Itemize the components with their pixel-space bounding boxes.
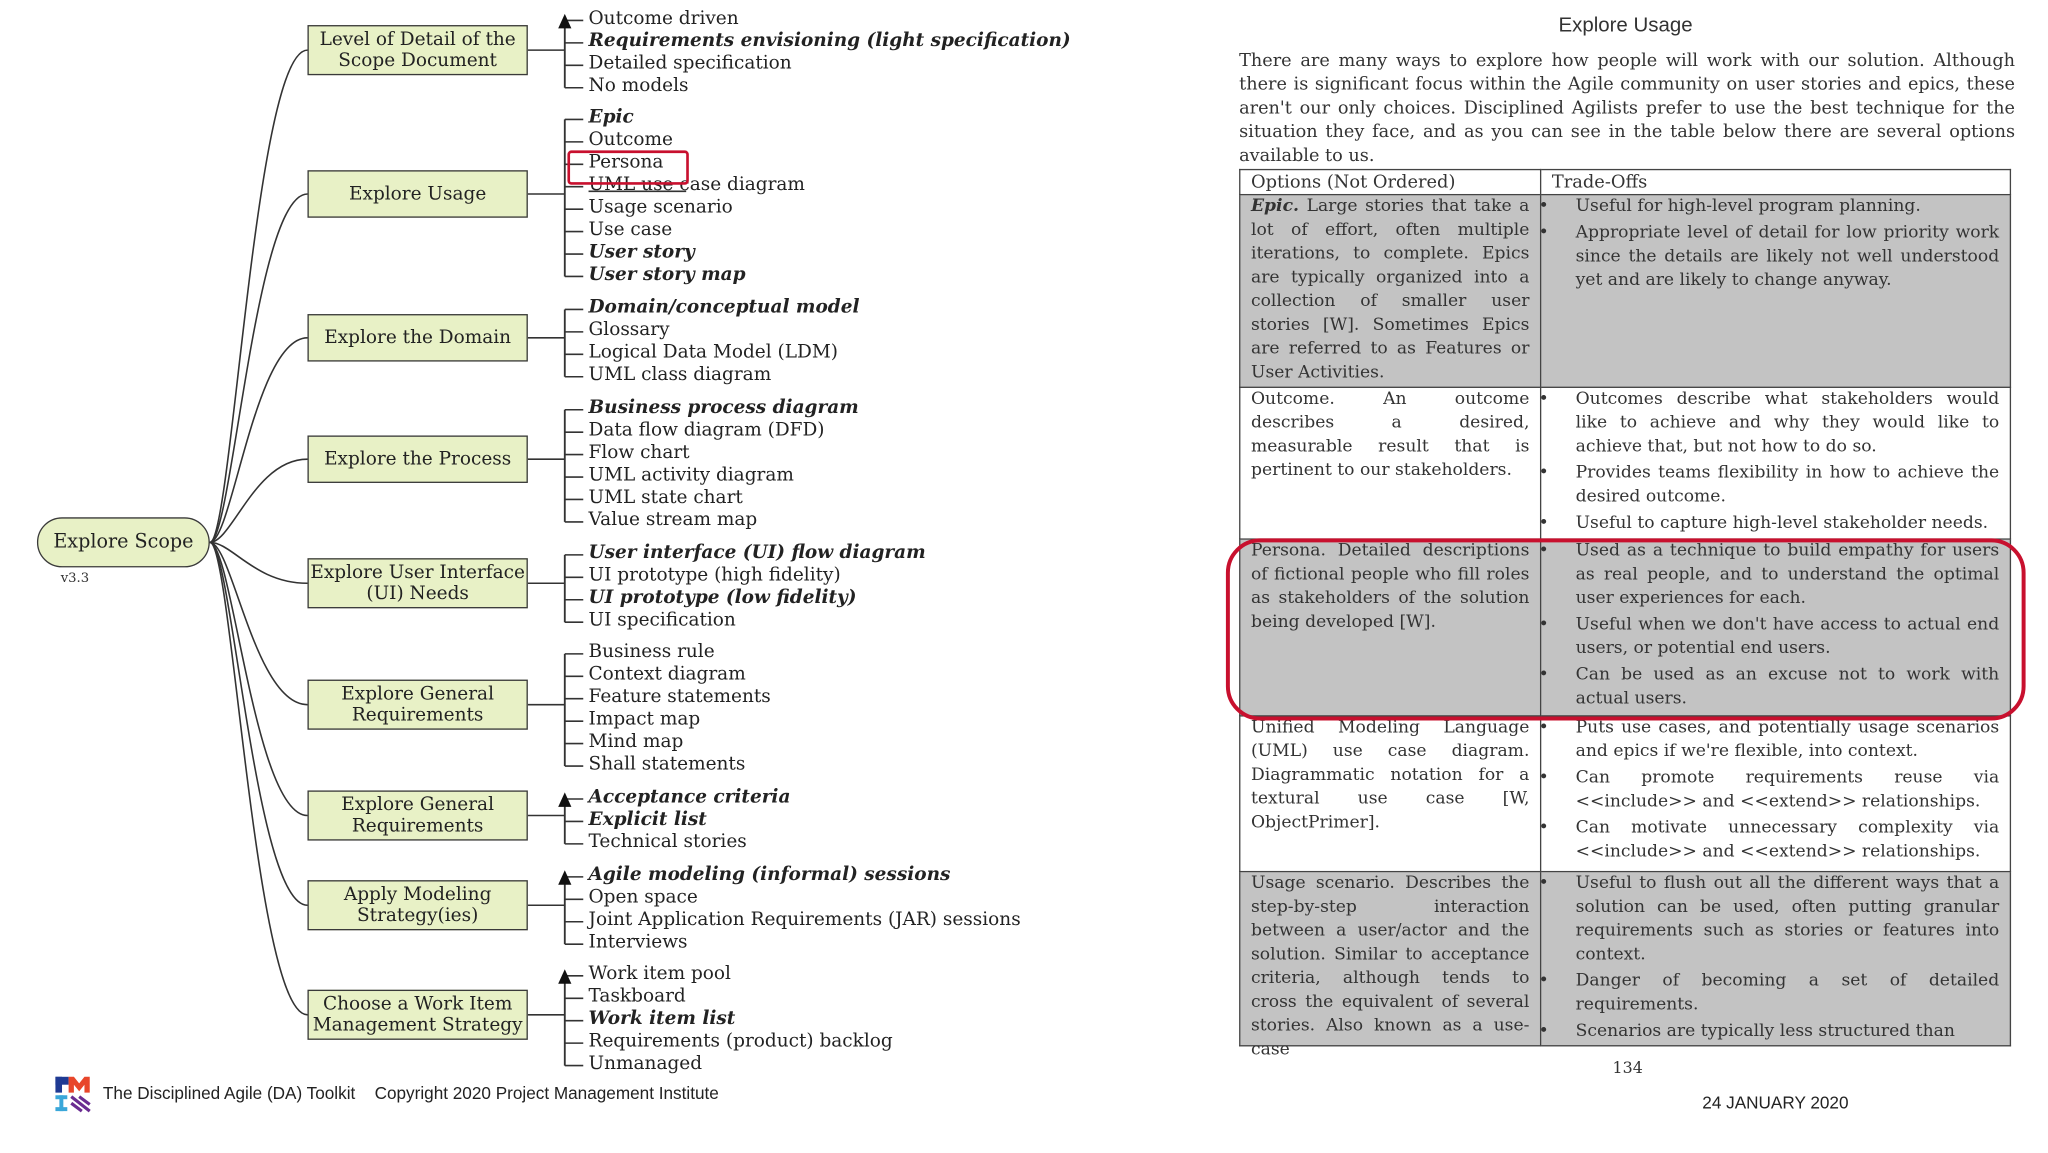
tradeoff-bullet: • Useful when we don't have access to actual end users, or potential end users. [1576, 614, 2000, 662]
leaf-item[interactable]: Unmanaged [588, 1053, 703, 1075]
col-options-header: Options (Not Ordered) [1240, 170, 1541, 195]
leaf-group [589, 963, 893, 1075]
leaf-item[interactable]: Glossary [588, 319, 670, 341]
branch-label: Management Strategy [312, 1014, 523, 1036]
leaf-group [589, 297, 860, 387]
leaf-item[interactable]: UML activity diagram [588, 464, 794, 486]
footer-copyright: Copyright 2020 Project Management Institute [374, 1083, 719, 1104]
leaf-item[interactable]: Technical stories [588, 831, 747, 853]
leaf-item[interactable]: Work item list [588, 1008, 736, 1030]
option-lead: Outcome. [1250, 389, 1335, 410]
leaf-group [589, 786, 791, 853]
branch-label: Level of Detail of the [319, 29, 516, 51]
footer-date: 24 JANUARY 2020 [1702, 1092, 1849, 1113]
connector-line [210, 542, 308, 1014]
tradeoff-bullet: • Outcomes describe what stakeholders would like to achieve and why they would like to achieve that, but not how to do so. [1576, 388, 2000, 459]
tradeoff-bullet: • Used as a technique to build empathy for users as real people, and to understand the optimal user experiences for each. [1576, 540, 2000, 611]
leaf-item[interactable]: Persona [588, 151, 664, 173]
leaf-group [589, 641, 771, 776]
root-node-explore-scope[interactable]: Explore Scope [37, 517, 210, 567]
leaf-group [589, 397, 859, 532]
leaf-item[interactable]: Context diagram [588, 663, 746, 685]
table-row [1240, 195, 2011, 388]
leaf-item[interactable]: Taskboard [588, 985, 686, 1007]
tradeoff-bullet: • Scenarios are typically less structured than [1576, 1020, 2000, 1044]
leaf-item[interactable]: Business process diagram [588, 397, 859, 419]
branch-node[interactable] [307, 880, 527, 930]
option-text: Detailed descriptions of fictional people who fill roles as stakeholders of the solution being developed [W]. [1250, 541, 1530, 633]
tradeoff-bullet: • Useful to flush out all the different ways that a solution can be used, often putting granular requirements such as stories or features into context. [1576, 872, 2000, 967]
pmi-logo-icon [53, 1075, 93, 1112]
leaf-item[interactable]: UML use case diagram [588, 174, 805, 196]
leaf-item[interactable]: Domain/conceptual model [588, 296, 860, 319]
leaf-item[interactable]: Usage scenario [588, 196, 733, 218]
tradeoff-bullet: • Provides teams flexibility in how to achieve the desired outcome. [1576, 462, 2000, 510]
doc-intro: There are many ways to explore how people will work with our solution. Although there is significant focus within the Agile community on user stories and epics, these aren't our only choices. Disciplined Agilists prefer to use the best technique for the situation they face, and as you can see in the table below there are several options available to us. [1239, 51, 2016, 167]
leaf-item[interactable]: No models [588, 75, 689, 97]
leaf-item[interactable]: Joint Application Requirements (JAR) sessions [588, 909, 1021, 931]
leaf-item[interactable]: Shall statements [588, 753, 746, 775]
tradeoff-bullet: • Useful to capture high-level stakeholder needs. [1576, 512, 2000, 536]
option-text: Large stories that take a lot of effort, often multiple iterations, to complete. Epics are typically organized into a collection of smaller user stories [W]. Sometimes Epics are referred to as Features or User Activities. [1250, 196, 1530, 383]
footer-text [103, 1083, 719, 1103]
leaf-item[interactable]: UML state chart [588, 486, 743, 509]
branch-label: Requirements [351, 815, 484, 837]
branch-node[interactable] [307, 990, 527, 1040]
version-label: v3.3 [60, 571, 90, 586]
leaf-item[interactable]: Data flow diagram (DFD) [588, 419, 825, 441]
leaf-item[interactable]: Impact map [588, 708, 701, 730]
branch-label: Explore User Interface [310, 562, 525, 584]
leaf-item[interactable]: UI prototype (high fidelity) [588, 564, 841, 586]
branch-label: (UI) Needs [366, 583, 469, 605]
branch-label: Explore Usage [349, 183, 487, 205]
branch-label: Explore General [341, 683, 494, 705]
tradeoff-bullet: • Puts use cases, and potentially usage scenarios and epics if we're flexible, into context. [1576, 717, 2000, 765]
leaf-item[interactable]: User story [588, 241, 695, 263]
leaf-item[interactable]: UI specification [588, 609, 736, 631]
leaf-item[interactable]: Acceptance criteria [588, 786, 791, 808]
table-row [1240, 872, 2011, 1046]
leaf-item[interactable]: Feature statements [588, 686, 771, 708]
doc-title: Explore Usage [1558, 14, 1693, 37]
leaf-item[interactable]: UML class diagram [588, 364, 772, 386]
leaf-item[interactable]: Open space [588, 886, 698, 908]
leaf-item[interactable]: User story map [588, 263, 746, 286]
leaf-item[interactable]: Outcome [588, 129, 673, 151]
tradeoff-bullet: • Can motivate unnecessary complexity via <<include>> and <<extend>> relationships. [1576, 817, 2000, 865]
leaf-item[interactable]: Requirements envisioning (light specification) [588, 30, 1071, 52]
branch-label: Explore the Process [324, 448, 512, 470]
branch-node[interactable] [307, 314, 527, 362]
tradeoff-bullet: • Can promote requirements reuse via <<include>> and <<extend>> relationships. [1576, 767, 2000, 815]
option-text: Describes the step-by-step interaction between a user/actor and the solution. Similar to acceptance criteria, although tends to cross the equivalent of several stories. Also known as a use-case [1250, 873, 1530, 1060]
branch-label: Explore the Domain [324, 327, 512, 349]
table-row [1240, 387, 2011, 539]
leaf-item[interactable]: Business rule [588, 641, 715, 663]
branch-label: Requirements [351, 704, 484, 726]
leaf-item[interactable]: Epic [588, 106, 634, 129]
branch-node[interactable] [307, 680, 527, 730]
persona-highlight-box [567, 150, 688, 184]
branch-node[interactable] [307, 25, 527, 75]
leaf-group [589, 542, 926, 632]
option-lead: Unified [1250, 717, 1315, 738]
connector-line [210, 50, 308, 542]
branch-label: Choose a Work Item [322, 993, 513, 1015]
footer-toolkit: The Disciplined Agile (DA) Toolkit [102, 1083, 356, 1104]
branch-node[interactable] [307, 170, 527, 218]
leaf-item[interactable]: Logical Data Model (LDM) [588, 341, 838, 363]
leaf-item[interactable]: UI prototype (low fidelity) [588, 587, 857, 609]
branch-node[interactable] [307, 435, 527, 483]
tradeoff-bullet: • Useful for high-level program planning. [1576, 195, 2000, 219]
leaf-item[interactable]: Explicit list [588, 808, 707, 831]
leaf-item[interactable]: Outcome driven [588, 7, 739, 30]
branch-label: Apply Modeling [343, 884, 492, 906]
leaf-item[interactable]: Mind map [588, 731, 684, 753]
connector-line [210, 542, 308, 704]
tradeoff-bullet: • Can be used as an excuse not to work with actual users. [1576, 664, 2000, 712]
option-text: An outcome describes a desired, measurable result that is pertinent to our stakeholders. [1250, 389, 1530, 481]
col-tradeoffs-header: Trade-Offs [1541, 170, 2011, 195]
leaf-item[interactable]: User interface (UI) flow diagram [588, 542, 926, 564]
branch-node[interactable] [307, 790, 527, 840]
branch-label: Explore General [341, 794, 494, 816]
tradeoff-bullet: • Danger of becoming a set of detailed requirements. [1576, 970, 2000, 1018]
leaf-item[interactable]: Value stream map [588, 509, 758, 531]
leaf-group [589, 8, 1071, 98]
branch-node[interactable] [307, 558, 527, 608]
leaf-item[interactable]: Flow chart [588, 442, 690, 464]
leaf-item[interactable]: Detailed specification [588, 52, 792, 74]
leaf-group [589, 864, 1021, 954]
persona-row-highlight [1226, 538, 2026, 720]
option-lead: Epic. [1250, 196, 1300, 217]
tradeoff-bullet: • Appropriate level of detail for low priority work since the details are likely not well understood yet and are likely to change anyway. [1576, 222, 2000, 293]
option-lead: Persona. [1250, 541, 1326, 561]
table-row [1240, 716, 2011, 872]
branch-label: Scope Document [338, 50, 497, 72]
option-text: Modeling Language (UML) use case diagram. Diagrammatic notation for a textural use case [W, ObjectPrimer]. [1250, 717, 1530, 833]
leaf-item[interactable]: Work item pool [588, 963, 731, 985]
leaf-item[interactable]: Interviews [588, 931, 688, 953]
leaf-item[interactable]: Agile modeling (informal) sessions [588, 864, 951, 886]
connector-line [210, 338, 308, 543]
branch-label: Strategy(ies) [356, 905, 479, 927]
leaf-group [589, 107, 805, 286]
page-number: 134 [1612, 1058, 1643, 1077]
leaf-item[interactable]: Use case [588, 219, 673, 241]
option-lead: Usage scenario. [1250, 873, 1395, 894]
leaf-item[interactable]: Requirements (product) backlog [588, 1030, 893, 1052]
